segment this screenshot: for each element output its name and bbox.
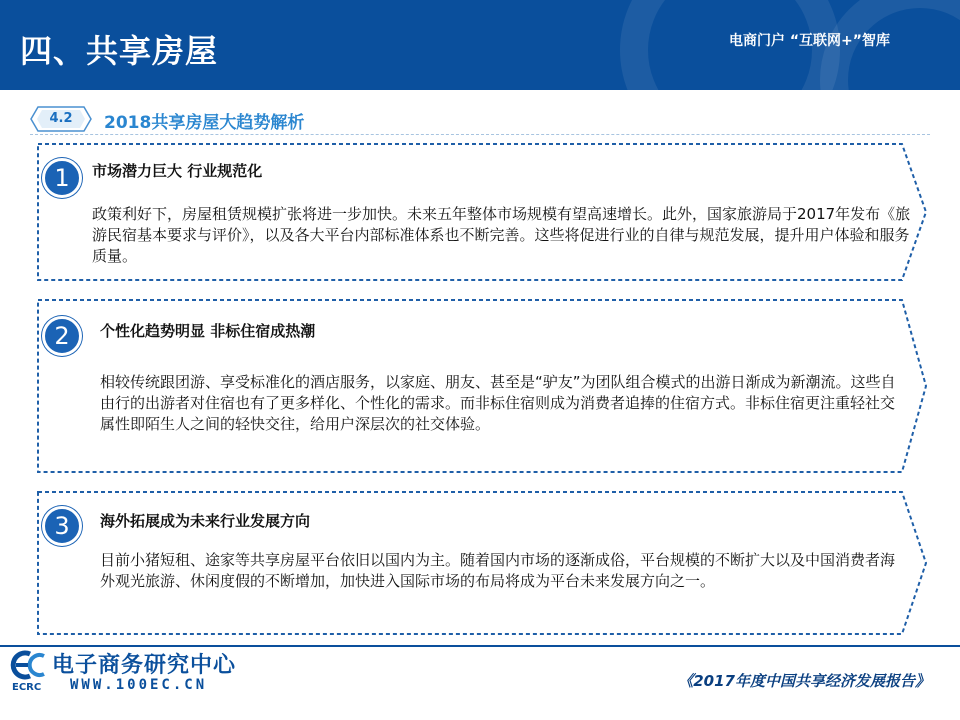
card-number-1: 1	[42, 158, 82, 198]
section-divider	[30, 134, 930, 135]
report-title: 《2017年度中国共享经济发展报告》	[678, 672, 930, 690]
website-link[interactable]: WWW.100EC.CN	[70, 677, 208, 693]
ecrc-logo-icon	[10, 650, 46, 680]
section-badge-label: 4.2	[49, 111, 73, 126]
card-number-2: 2	[42, 316, 82, 356]
logo-text: 电子商务研究中心	[52, 653, 237, 678]
footer-divider	[0, 645, 960, 647]
card-body-3: 目前小猪短租、途家等共享房屋平台依旧以国内为主。随着国内市场的逐渐成俗，平台规模的不断扩大以及中国消费者海外观光旅游、休闲度假的不断增加，加快进入国际市场的布局将成为平台未来发展方向之一。	[100, 551, 896, 590]
card-body-2: 相较传统跟团游、享受标准化的酒店服务，以家庭、朋友、甚至是“驴友”为团队组合模式的出游日渐成为新潮流。这些自由行的出游者对住宿也有了更多样化、个性化的需求。而非标住宿则成为消费者追捧的住宿方式。非标住宿更注重轻社交属性即陌生人之间的轻快交往，给用户深层次的社交体验。	[100, 373, 896, 433]
card-heading-1: 市场潜力巨大 行业规范化	[92, 162, 263, 180]
section-title: 2018共享房屋大趋势解析	[104, 113, 305, 133]
card-heading-3: 海外拓展成为未来行业发展方向	[100, 512, 311, 530]
section-badge	[30, 106, 92, 132]
card-body-1: 政策利好下，房屋租赁规模扩张将进一步加快。未来五年整体市场规模有望高速增长。此外，国家旅游局于2017年发布《旅游民宿基本要求与评价》，以及各大平台内部标准体系也不断完善。这些将促进行业的自律与规范发展，提升用户体验和服务质量。	[92, 205, 911, 265]
page-title: 四、共享房屋	[20, 32, 219, 70]
logo-abbr: ECRC	[12, 682, 42, 693]
header-tagline: 电商门户 “互联网+”智库	[728, 33, 890, 49]
card-heading-2: 个性化趋势明显 非标住宿成热潮	[100, 322, 316, 340]
card-number-3: 3	[42, 506, 82, 546]
header-banner	[0, 0, 960, 90]
